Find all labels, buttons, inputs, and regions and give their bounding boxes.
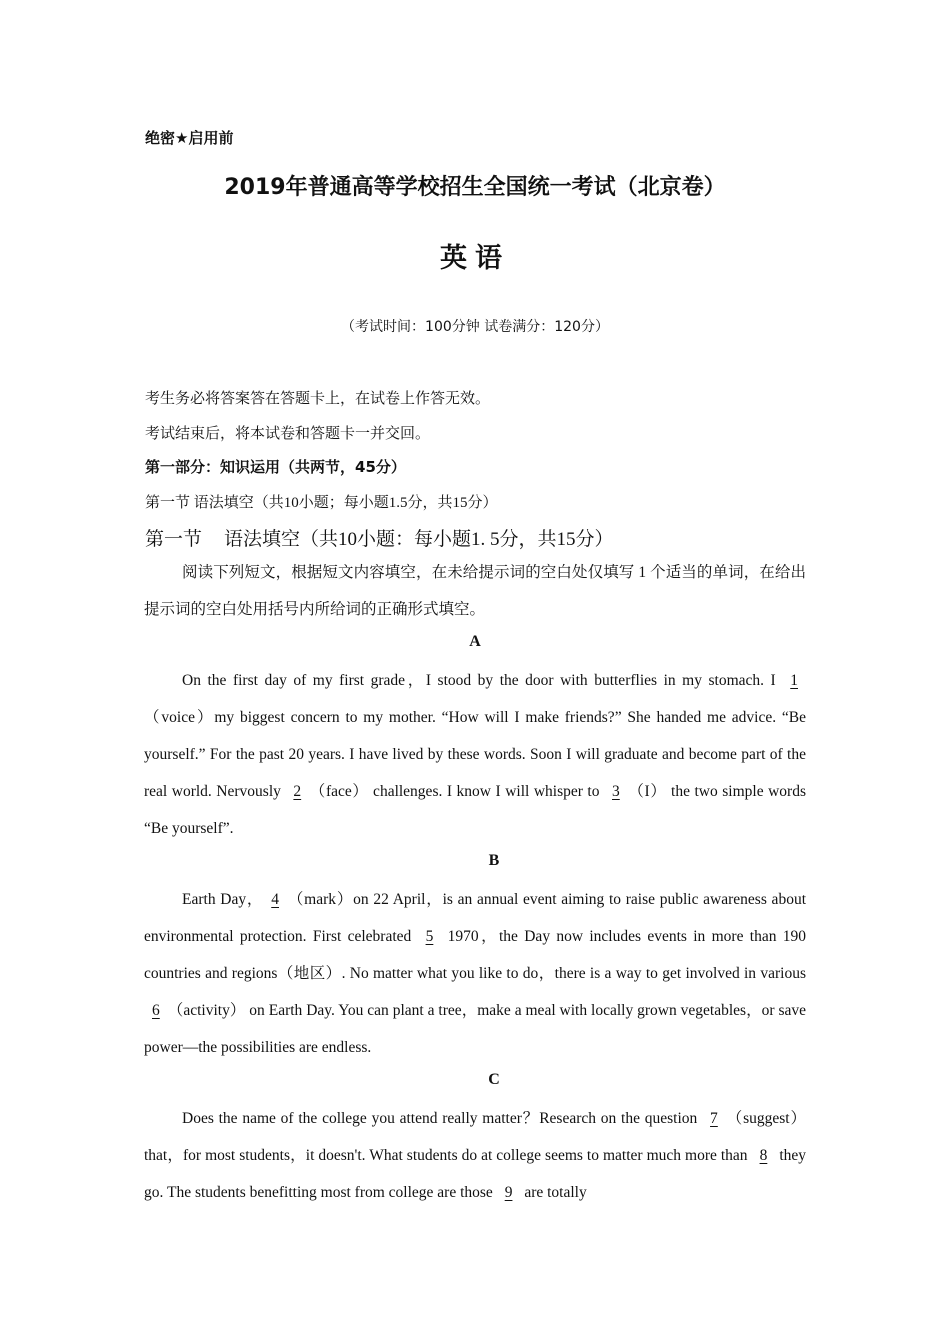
section1-number: 第一节 — [145, 529, 203, 550]
passage-c-label: C — [488, 1071, 500, 1088]
subject-title: 英语 — [440, 243, 510, 274]
part1-heading: 第一部分：知识运用（共两节，45分） — [145, 458, 406, 476]
blank-2: 2 — [293, 783, 302, 800]
blank-3: 3 — [612, 783, 620, 800]
blank-4: 4 — [271, 891, 279, 908]
blank-6: 6 — [152, 1002, 160, 1019]
note-return-papers: 考试结束后，将本试卷和答题卡一并交回。 — [145, 426, 431, 442]
confidential-label: 绝密★启用前 — [145, 129, 234, 147]
section1-heading-large — [145, 524, 614, 551]
section1-description: 语法填空（共10小题：每小题1. 5分，共15分） — [224, 529, 614, 550]
instruction-paragraph: 阅读下列短文，根据短文内容填空，在未给提示词的空白处仅填写 1 个适当的单词，在给出提示词的空白处用括号内所给词的正确形式填空。 — [144, 564, 806, 618]
blank-8: 8 — [759, 1147, 768, 1164]
passage-b: Earth Day， 4 （mark）on 22 April，is an annual event aiming to raise public awareness about environmental protection. First celebrated 5 1970，the Day now includes events in more than 190 countries and regions（地区）. No matter what you like to do，there is a way to get involved in various 6 （activity） on Earth Day. You can plant a tree，make a meal with locally grown vegetables，or save power—the possibilities are endless. — [144, 891, 807, 1056]
blank-7: 7 — [710, 1110, 718, 1127]
note-answer-on-card: 考生务必将答案答在答题卡上，在试卷上作答无效。 — [145, 391, 491, 407]
exam-title: 2019年普通高等学校招生全国统一考试（北京卷） — [224, 175, 726, 200]
blank-1: 1 — [790, 672, 798, 689]
passage-c: Does the name of the college you attend really matter？Research on the question 7 （suggest）that，for most students，it doesn't. What students do at college seems to matter much more than 8 they go. The students benefitting most from college are those 9 are totally — [144, 1110, 806, 1201]
blank-9: 9 — [504, 1184, 513, 1201]
passage-b-label: B — [488, 852, 500, 869]
blank-5: 5 — [425, 928, 434, 945]
passage-a: On the first day of my first grade，I stood by the door with butterflies in my stomach. I 1（voice）my biggest concern to my mother. “How will I make friends?” She handed me advice. “Be yourself.” For the past 20 years. I have lived by these words. Soon I will graduate and become part of the real world. Nervously 2 （face） challenges. I know I will whisper to 3 （I） the two simple words “Be yourself”. — [144, 672, 806, 837]
passage-a-label: A — [469, 633, 481, 650]
section1-heading-small: 第一节 语法填空（共10小题；每小题1.5分，共15分） — [145, 495, 498, 511]
exam-duration: （考试时间：100分钟 试卷满分：120分） — [341, 319, 609, 335]
